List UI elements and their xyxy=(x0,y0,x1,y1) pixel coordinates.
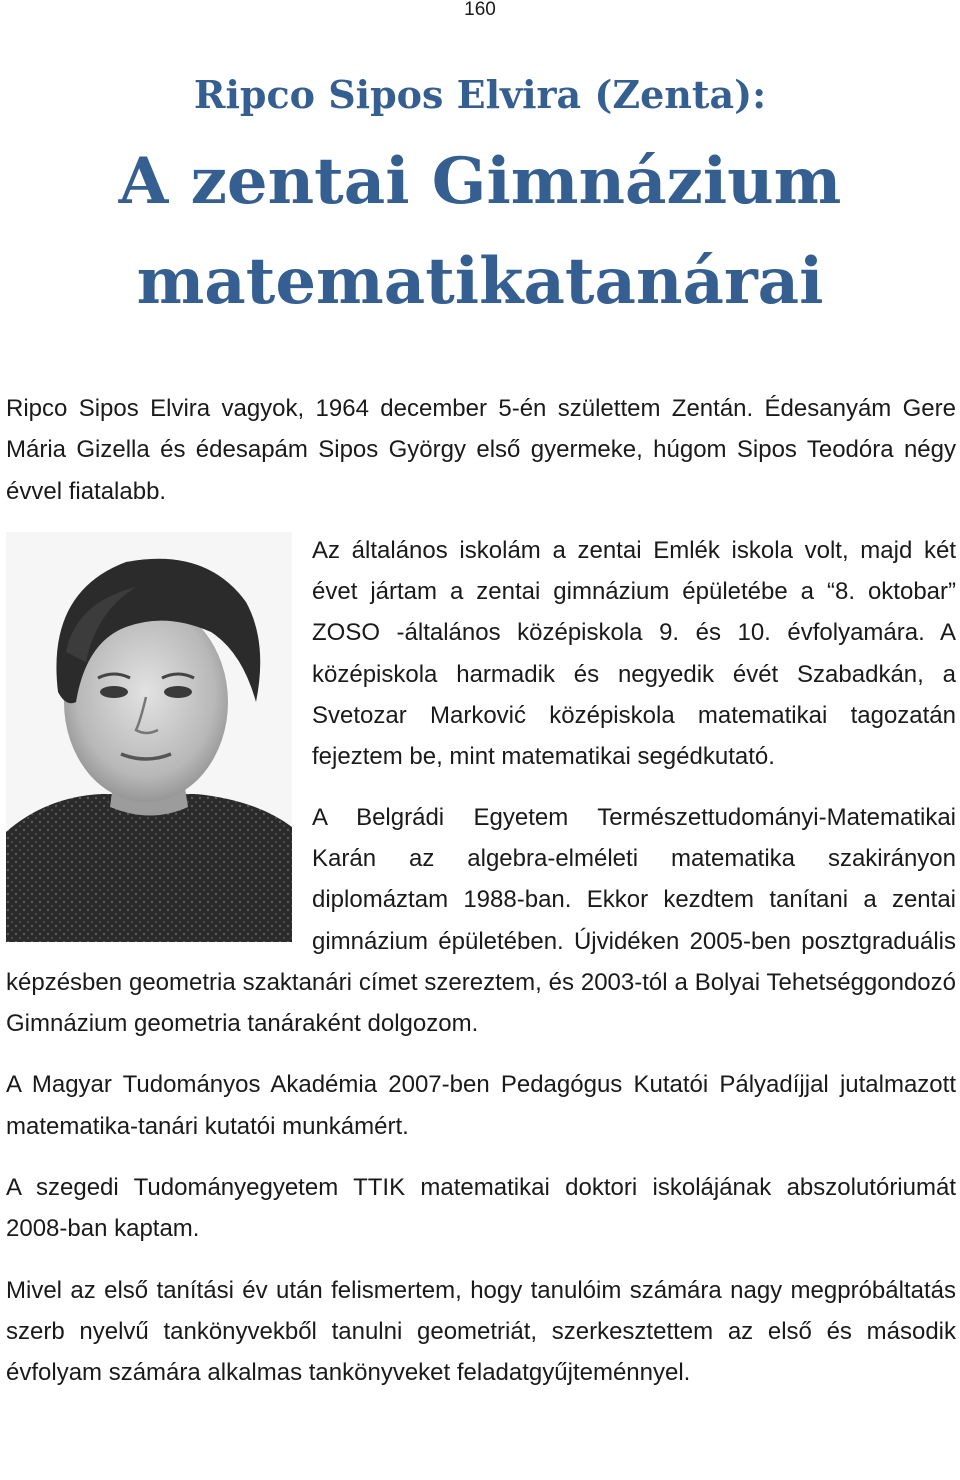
portrait-photo xyxy=(6,532,292,942)
title-line-2: matematikatanárai xyxy=(136,244,824,319)
title-line-1: A zentai Gimnázium xyxy=(118,144,842,219)
paragraph-schooling: Az általános iskolám a zentai Emlék iskola volt, majd két évet jártam a zentai gimnázium épületébe a “8. oktobar” ZOSO -általános középiskola 9. és 10. évfolyamára. A középiskola harmadik és negyedik évét Szabadkán, a Svetozar Marković középiskola matematikai tagozatán fejeztem be, mint matematikai segédkutató. xyxy=(312,536,956,771)
page-title xyxy=(0,132,960,332)
paragraph-doctoral: A szegedi Tudományegyetem TTIK matematikai doktori iskolájának abszolutóriumát 2008-ban kaptam. xyxy=(6,1174,956,1243)
author-heading: Ripco Sipos Elvira (Zenta): xyxy=(193,72,767,117)
paragraph-intro: Ripco Sipos Elvira vagyok, 1964 december 5-én születtem Zentán. Édesanyám Gere Mária Gizella és édesapám Sipos György első gyermeke, húgom Sipos Teodóra négy évvel fiatalabb. xyxy=(6,395,956,505)
paragraph-university: A Belgrádi Egyetem Természettudományi-Matematikai Karán az algebra-elméleti matematika szakirányon diplomáztam 1988-ban. Ekkor kezdtem tanítani a zentai gimnázium épületében. Újvidéken 2005-ben posztgraduális képzésben geometria szaktanári címet szereztem, és 2003-tól a Bolyai Tehetséggondozó Gimnázium geometria tanáraként dolgozom. xyxy=(6,803,956,1038)
page-number: 160 xyxy=(464,0,496,20)
article-body xyxy=(6,388,956,1394)
title-block xyxy=(0,70,960,332)
paragraph-award: A Magyar Tudományos Akadémia 2007-ben Pedagógus Kutatói Pályadíjjal jutalmazott matematika-tanári kutatói munkámért. xyxy=(6,1071,956,1140)
paragraph-textbooks: Mivel az első tanítási év után felismertem, hogy tanulóim számára nagy megpróbáltatás szerb nyelvű tankönyvekből tanulni geometriát, szerkesztettem az első és második évfolyam számára alkalmas tankönyveket feladatgyűjteménnyel. xyxy=(6,1276,956,1387)
